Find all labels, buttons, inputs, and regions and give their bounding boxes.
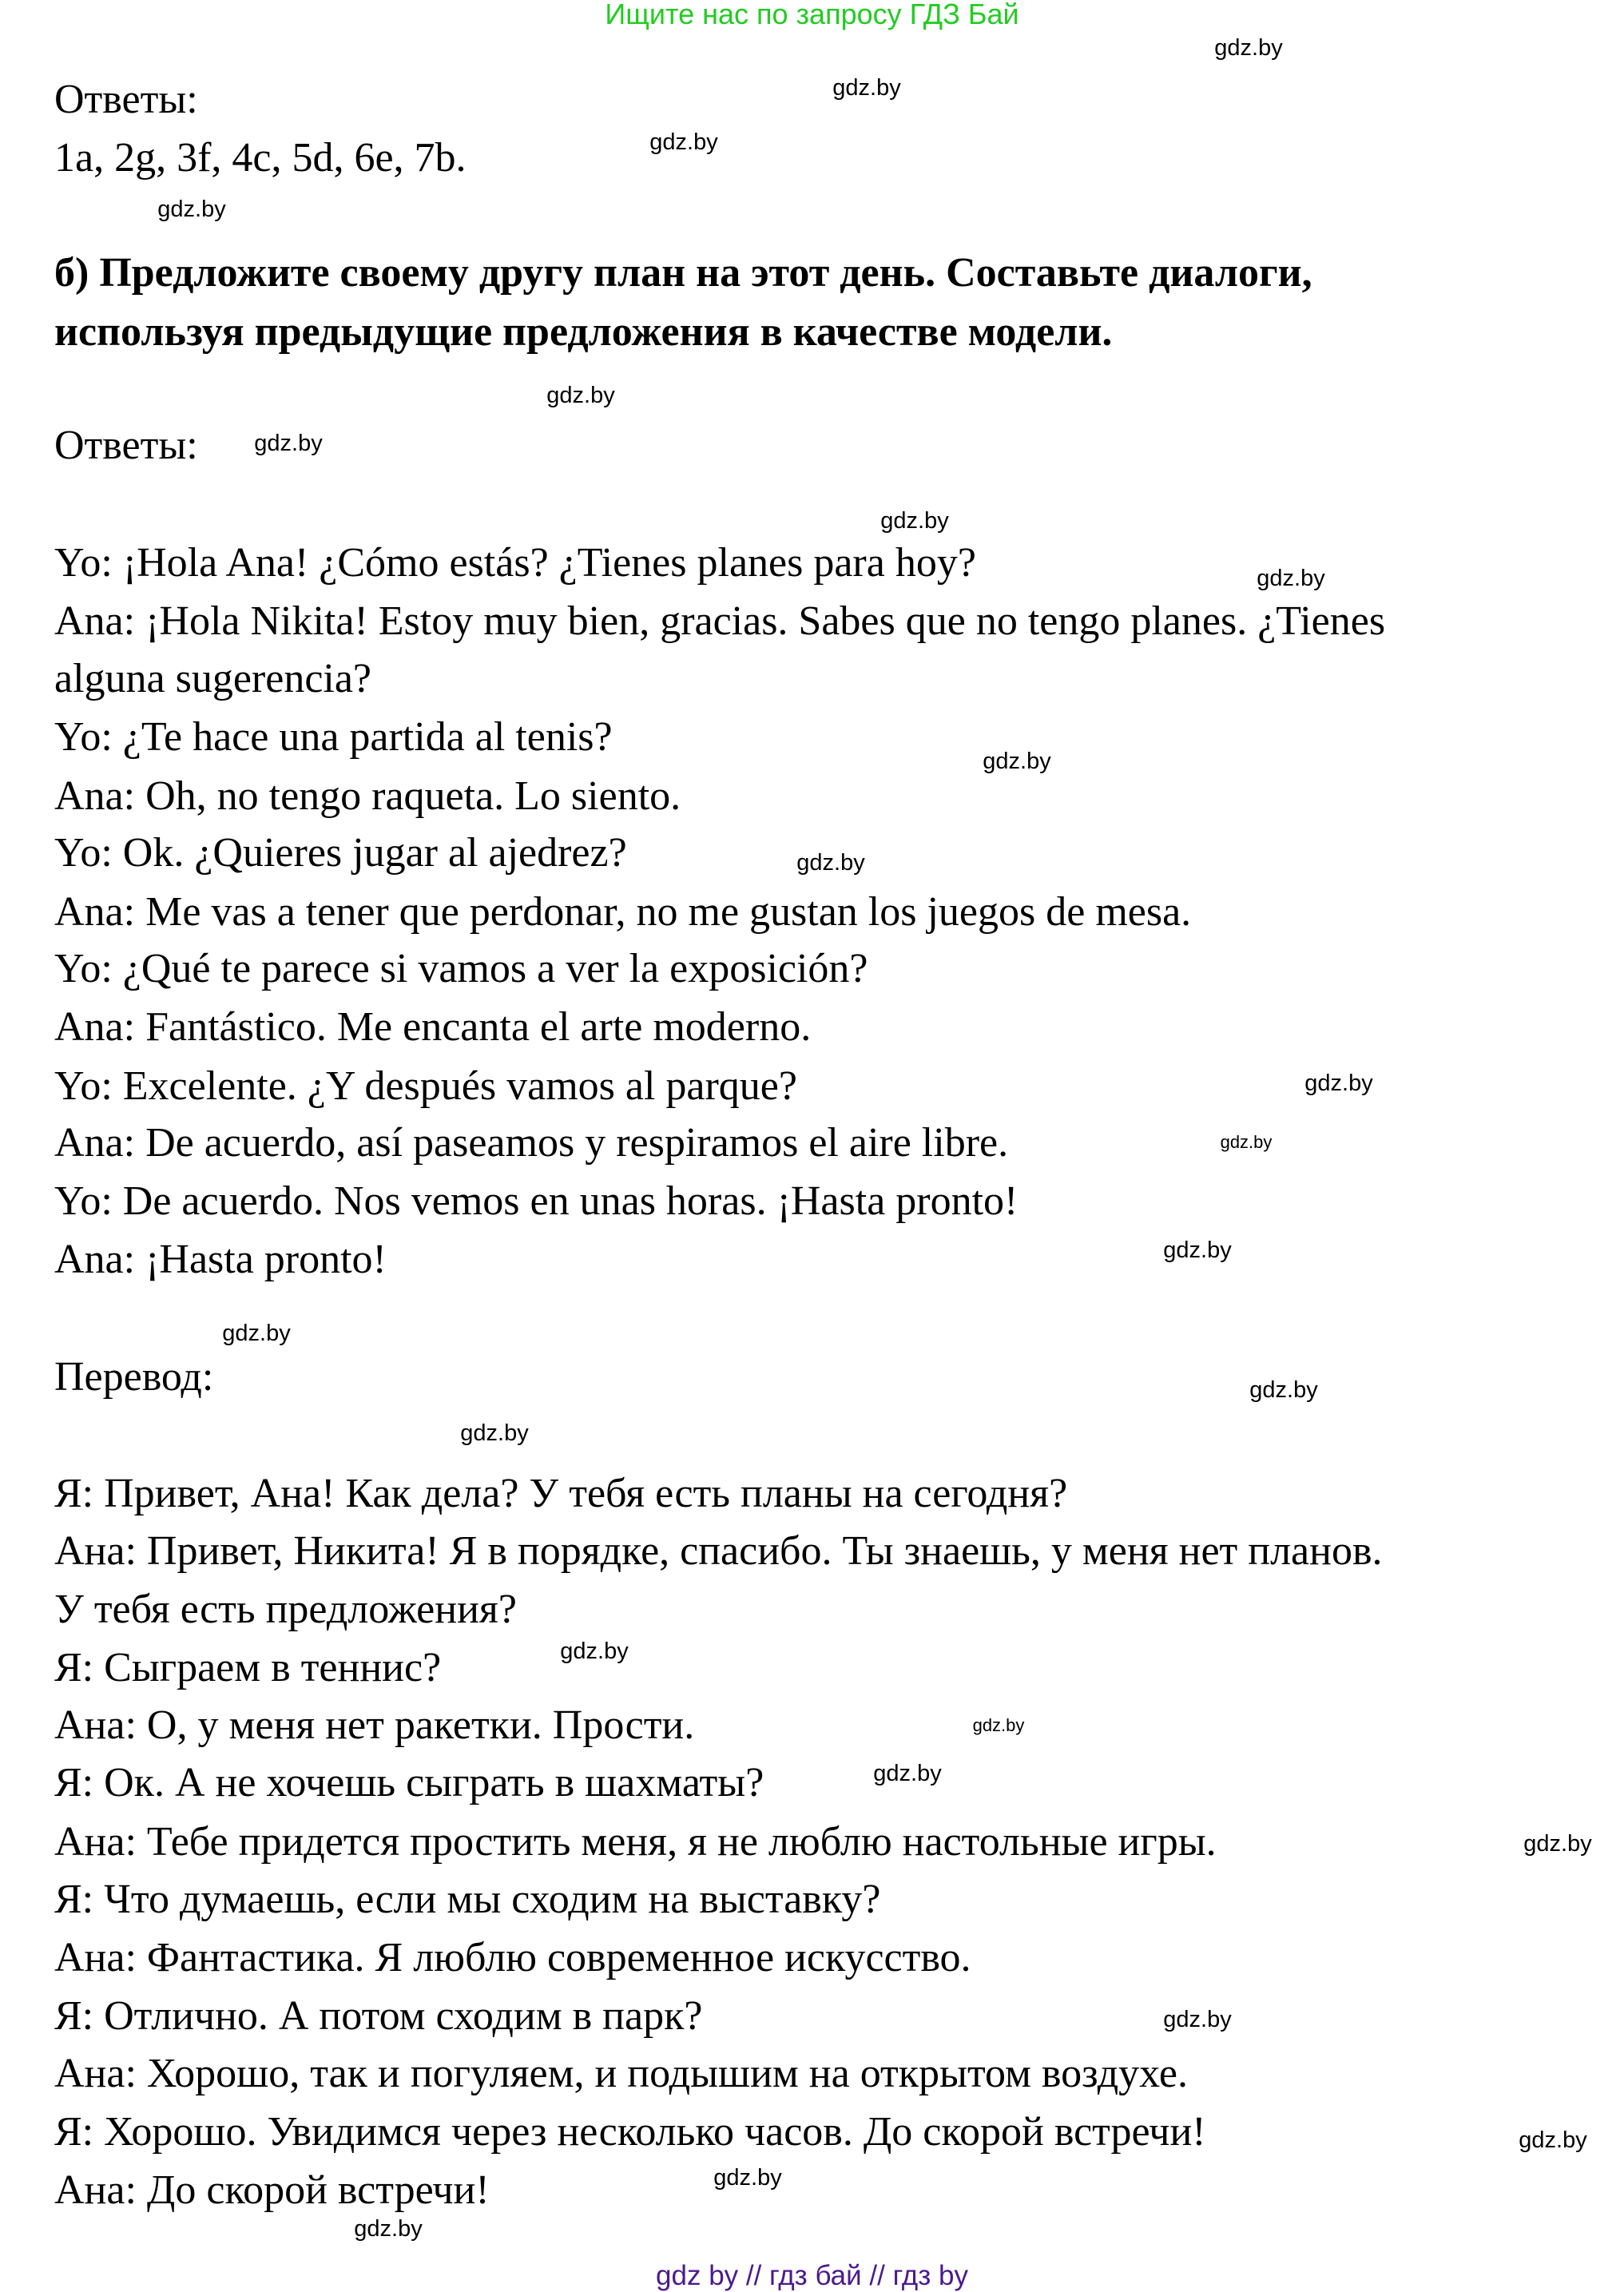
- watermark: gdz.by: [972, 1715, 1025, 1735]
- task-heading-line-2: используя предыдущие предложения в качестве модели.: [54, 309, 1113, 355]
- watermark: gdz.by: [1257, 566, 1325, 591]
- dialogue-line: Ana: ¡Hasta pronto!: [54, 1237, 387, 1282]
- watermark: gdz.by: [460, 1420, 529, 1446]
- watermark: gdz.by: [1163, 1237, 1232, 1263]
- watermark: gdz.by: [546, 383, 615, 408]
- watermark: gdz.by: [1304, 1071, 1373, 1096]
- translation-line: Я: Что думаешь, если мы сходим на выставку?: [54, 1877, 881, 1922]
- dialogue-line: Ana: Fantástico. Me encanta el arte moderno.: [54, 1004, 812, 1050]
- watermark: gdz.by: [157, 197, 226, 222]
- translation-line: Ана: Хорошо, так и погуляем, и подышим на открытом воздухе.: [54, 2051, 1188, 2096]
- dialogue-line: Yo: De acuerdo. Nos vemos en unas horas. ¡Hasta pronto!: [54, 1178, 1018, 1224]
- dialogue-line: Yo: Excelente. ¿Y después vamos al parque?: [54, 1063, 797, 1109]
- watermark: gdz.by: [1163, 2007, 1232, 2032]
- translation-line: Ана: До скорой встречи!: [54, 2167, 490, 2213]
- watermark: gdz.by: [1214, 35, 1283, 61]
- dialogue-line: Ana: ¡Hola Nikita! Estoy muy bien, gracias. Sabes que no tengo planes. ¿Tienes: [54, 598, 1386, 644]
- dialogue-line: alguna sugerencia?: [54, 656, 372, 701]
- footer-banner: gdz by // гдз бай // гдз by: [656, 2260, 968, 2291]
- translation-line: Я: Привет, Ана! Как дела? У тебя есть планы на сегодня?: [54, 1471, 1068, 1516]
- watermark: gdz.by: [354, 2216, 423, 2242]
- task-heading-line-1: б) Предложите своему другу план на этот день. Составьте диалоги,: [54, 250, 1312, 296]
- translation-line: Ана: Фантастика. Я люблю современное искусство.: [54, 1935, 971, 1980]
- watermark: gdz.by: [560, 1639, 629, 1664]
- answers-label-a: Ответы:: [54, 77, 198, 122]
- translation-label: Перевод:: [54, 1354, 214, 1400]
- dialogue-line: Yo: ¿Qué te parece si vamos a ver la exposición?: [54, 946, 868, 991]
- watermark: gdz.by: [832, 75, 901, 101]
- answers-label-b: Ответы:: [54, 423, 198, 468]
- watermark: gdz.by: [1519, 2127, 1587, 2153]
- watermark: gdz.by: [1523, 1831, 1592, 1857]
- dialogue-line: Yo: ¡Hola Ana! ¿Cómo estás? ¿Tienes planes para hoy?: [54, 540, 976, 586]
- translation-line: Я: Отлично. А потом сходим в парк?: [54, 1993, 703, 2039]
- watermark: gdz.by: [649, 129, 718, 155]
- watermark: gdz.by: [880, 508, 949, 534]
- translation-line: Ана: Тебе придется простить меня, я не люблю настольные игры.: [54, 1819, 1217, 1865]
- watermark: gdz.by: [873, 1761, 942, 1786]
- watermark: gdz.by: [713, 2165, 782, 2191]
- translation-line: Ана: Привет, Никита! Я в порядке, спасибо. Ты знаешь, у меня нет планов.: [54, 1528, 1383, 1574]
- dialogue-line: Yo: ¿Te hace una partida al tenis?: [54, 714, 613, 760]
- translation-line: Я: Сыграем в теннис?: [54, 1645, 442, 1690]
- watermark: gdz.by: [1249, 1377, 1318, 1403]
- dialogue-line: Ana: Me vas a tener que perdonar, no me gustan los juegos de mesa.: [54, 889, 1192, 935]
- dialogue-line: Yo: Ok. ¿Quieres jugar al ajedrez?: [54, 830, 627, 876]
- translation-line: Ана: О, у меня нет ракетки. Прости.: [54, 1702, 695, 1748]
- watermark: gdz.by: [1220, 1132, 1273, 1152]
- watermark: gdz.by: [254, 431, 323, 456]
- dialogue-line: Ana: De acuerdo, así paseamos y respiramos el aire libre.: [54, 1120, 1009, 1166]
- watermark: gdz.by: [983, 749, 1051, 774]
- watermark: gdz.by: [796, 850, 865, 876]
- translation-line: Я: Ок. А не хочешь сыграть в шахматы?: [54, 1760, 764, 1805]
- translation-line: У тебя есть предложения?: [54, 1587, 517, 1632]
- translation-line: Я: Хорошо. Увидимся через несколько часов. До скорой встречи!: [54, 2109, 1206, 2155]
- answers-a: 1a, 2g, 3f, 4c, 5d, 6e, 7b.: [54, 135, 467, 181]
- header-banner: Ищите нас по запросу ГДЗ Бай: [605, 0, 1019, 30]
- watermark: gdz.by: [222, 1321, 291, 1346]
- dialogue-line: Ana: Oh, no tengo raqueta. Lo siento.: [54, 773, 681, 819]
